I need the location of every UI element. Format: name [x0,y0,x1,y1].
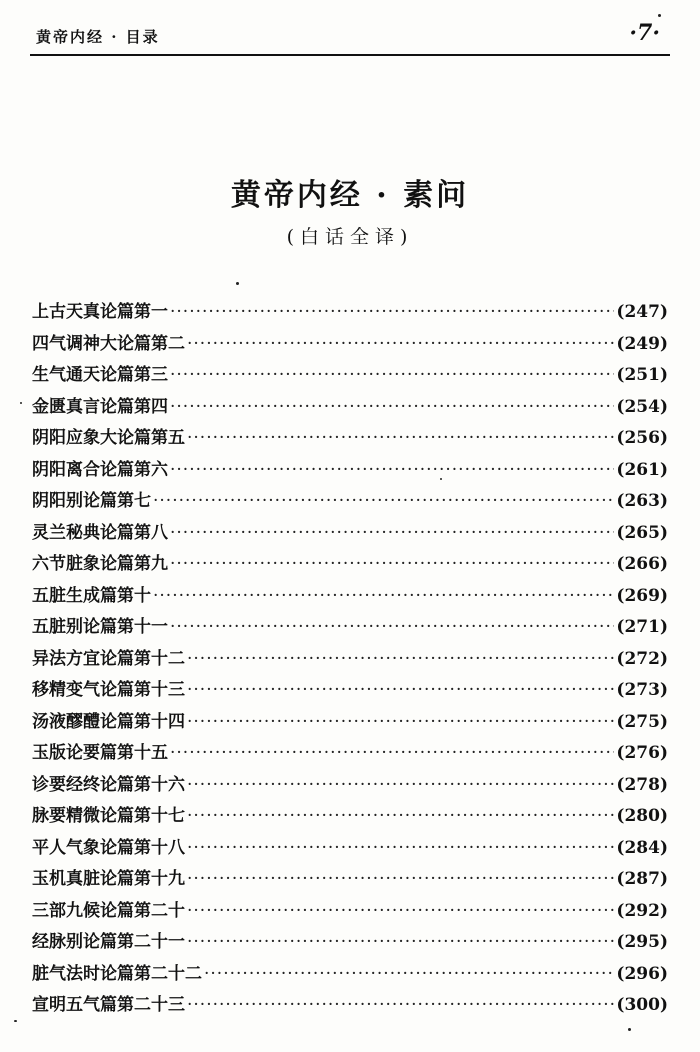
toc-entry-title: 异法方宜论篇第十二 [32,648,185,669]
toc-entry-page: (247) [616,302,668,322]
toc-entry-title: 生气通天论篇第三 [32,365,168,385]
toc-entry-page: (272) [616,648,668,669]
page-number: ·7· [629,20,660,46]
toc-entry-title: 阴阳别论篇第七 [32,491,151,511]
toc-entry-page: (278) [616,774,668,795]
toc-entry-page: (300) [616,995,668,1015]
running-title: 黄帝内经 · 目录 [36,28,160,46]
toc-entry-page: (273) [616,680,668,700]
section-subtitle: (白话全译) [286,226,414,248]
toc-leader-dots [170,743,614,763]
toc-entry [32,392,668,424]
toc-entry-page: (295) [616,932,668,952]
toc-entry-page: (261) [616,459,668,480]
toc-entry [32,927,668,959]
toc-entry [32,360,668,392]
toc-leader-dots [187,932,614,952]
toc-entry [32,959,668,991]
toc-entry [32,423,668,455]
toc-entry [32,329,668,361]
toc-entry-title: 经脉别论篇第二十一 [32,932,185,952]
toc-leader-dots [187,649,614,669]
toc-entry-title: 宣明五气篇第二十三 [32,995,185,1015]
toc-entry-title: 上古天真论篇第一 [32,302,168,322]
toc-entry-page: (276) [616,743,668,763]
toc-leader-dots [187,838,614,858]
toc-entry [32,612,668,644]
toc-leader-dots [187,428,614,448]
toc-leader-dots [170,523,614,543]
toc-entry-title: 五脏别论篇第十一 [32,617,168,637]
toc-entry-title: 六节脏象论篇第九 [32,554,168,574]
toc-entry-page: (254) [616,396,668,417]
toc-entry-page: (269) [616,585,668,606]
toc-entry [32,297,668,329]
page-header [30,18,670,56]
toc-entry-title: 三部九候论篇第二十 [32,900,185,921]
toc-leader-dots [187,995,614,1015]
toc-entry-title: 脏气法时论篇第二十二 [32,963,202,984]
toc-entry-page: (265) [616,522,668,543]
toc-entry-page: (284) [616,837,668,858]
toc-entry-title: 四气调神大论篇第二 [32,333,185,354]
toc-entry-title: 阴阳应象大论篇第五 [32,428,185,448]
toc-entry-page: (271) [616,617,668,637]
toc-entry [32,581,668,613]
toc-entry-page: (263) [616,491,668,511]
toc-entry-title: 移精变气论篇第十三 [32,680,185,700]
toc-leader-dots [170,302,614,322]
toc-entry-title: 平人气象论篇第十八 [32,837,185,858]
toc-leader-dots [187,334,614,354]
toc-leader-dots [153,586,614,606]
toc-entry-title: 玉版论要篇第十五 [32,743,168,763]
scan-speck [14,1020,17,1022]
toc-entry [32,801,668,833]
toc-entry-title: 五脏生成篇第十 [32,585,151,606]
toc-entry-page: (251) [616,365,668,385]
toc-leader-dots [187,775,614,795]
toc-entry-page: (292) [616,900,668,921]
toc-leader-dots [170,554,614,574]
toc-leader-dots [170,365,614,385]
toc-entry [32,738,668,770]
toc-entry-title: 阴阳离合论篇第六 [32,459,168,480]
toc-leader-dots [153,491,614,511]
toc-entry [32,675,668,707]
toc-entry [32,455,668,487]
toc-entry [32,833,668,865]
toc-entry-page: (287) [616,869,668,889]
toc-leader-dots [170,397,614,417]
scan-speck [628,1028,631,1031]
toc-entry-title: 灵兰秘典论篇第八 [32,522,168,543]
scan-speck [20,402,22,404]
toc-entry-title: 诊要经终论篇第十六 [32,774,185,795]
toc-leader-dots [187,869,614,889]
toc-entry-title: 玉机真脏论篇第十九 [32,869,185,889]
scan-speck [658,14,661,17]
toc-leader-dots [204,964,614,984]
toc-entry-title: 脉要精微论篇第十七 [32,806,185,826]
scan-speck [440,478,442,480]
toc-entry-page: (275) [616,711,668,732]
toc-entry [32,486,668,518]
toc-entry [32,644,668,676]
toc-entry [32,707,668,739]
toc-entry [32,549,668,581]
toc-leader-dots [187,806,614,826]
toc-entry-page: (266) [616,554,668,574]
toc-leader-dots [187,680,614,700]
scan-speck [236,282,239,285]
toc-leader-dots [187,901,614,921]
toc-entry [32,770,668,802]
toc-entry [32,518,668,550]
toc-entry-page: (256) [616,428,668,448]
toc-leader-dots [170,617,614,637]
toc-entry-page: (296) [616,963,668,984]
toc-entry [32,896,668,928]
toc-leader-dots [170,460,614,480]
toc-entry [32,990,668,1022]
toc-entry [32,864,668,896]
toc-entry-page: (280) [616,806,668,826]
table-of-contents [32,297,668,1022]
toc-leader-dots [187,712,614,732]
toc-entry-page: (249) [616,333,668,354]
toc-entry-title: 汤液醪醴论篇第十四 [32,711,185,732]
section-title: 黄帝内经 · 素问 [230,178,470,213]
toc-entry-title: 金匮真言论篇第四 [32,396,168,417]
